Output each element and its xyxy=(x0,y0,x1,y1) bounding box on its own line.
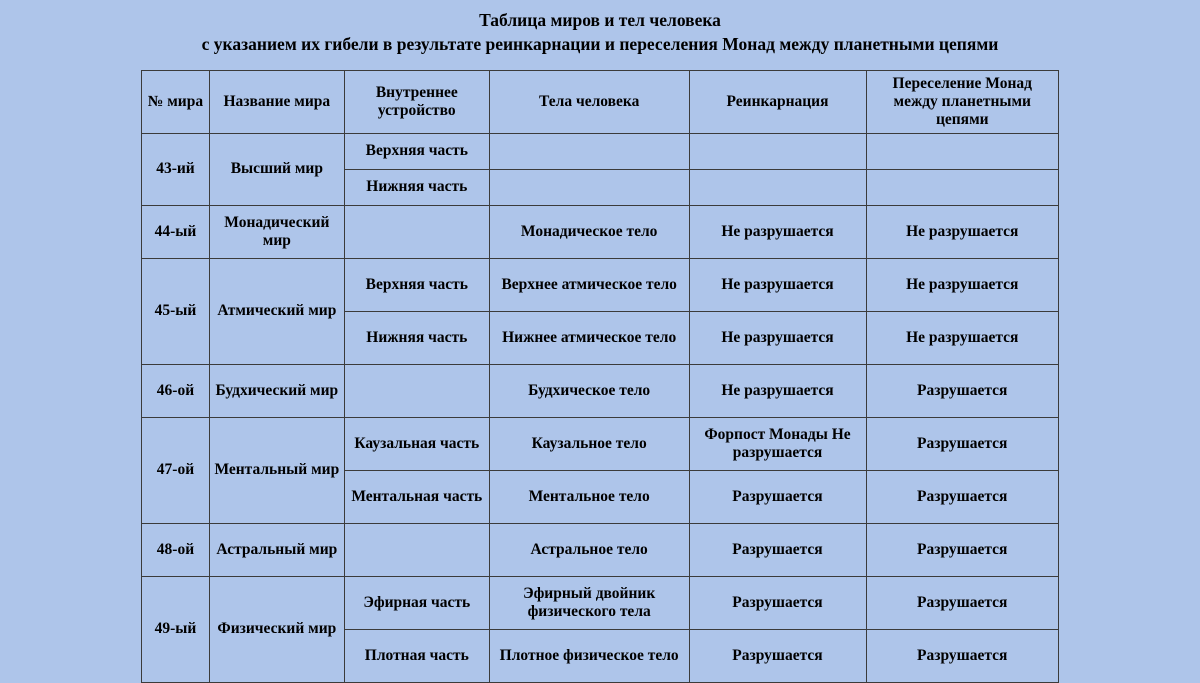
cell-world-name: Астральный мир xyxy=(209,523,344,576)
cell-inner-structure: Плотная часть xyxy=(344,629,489,682)
cell-reincarnation: Разрушается xyxy=(689,470,866,523)
column-header-world-name: Название мира xyxy=(209,71,344,133)
cell-inner-structure: Каузальная часть xyxy=(344,417,489,470)
cell-world-number: 48-ой xyxy=(142,523,210,576)
cell-monad-transfer: Не разрушается xyxy=(866,311,1058,364)
cell-monad-transfer: Разрушается xyxy=(866,417,1058,470)
cell-world-number: 44-ый xyxy=(142,205,210,258)
cell-human-body xyxy=(489,169,689,205)
cell-monad-transfer: Не разрушается xyxy=(866,205,1058,258)
cell-human-body: Верхнее атмическое тело xyxy=(489,258,689,311)
cell-reincarnation xyxy=(689,169,866,205)
cell-reincarnation: Не разрушается xyxy=(689,205,866,258)
cell-inner-structure: Ментальная часть xyxy=(344,470,489,523)
page-title xyxy=(0,0,1200,56)
cell-inner-structure xyxy=(344,205,489,258)
column-header-number: № мира xyxy=(142,71,210,133)
cell-monad-transfer: Разрушается xyxy=(866,470,1058,523)
page-title-line-2: с указанием их гибели в результате реинкарнации и переселения Монад между планетными цепями xyxy=(201,33,999,54)
cell-reincarnation xyxy=(689,133,866,169)
cell-world-number: 43-ий xyxy=(142,133,210,205)
cell-world-name: Атмический мир xyxy=(209,258,344,364)
cell-world-number: 45-ый xyxy=(142,258,210,364)
cell-human-body xyxy=(489,133,689,169)
worlds-bodies-table xyxy=(141,70,1059,682)
cell-inner-structure: Нижняя часть xyxy=(344,311,489,364)
cell-human-body: Ментальное тело xyxy=(489,470,689,523)
cell-human-body: Каузальное тело xyxy=(489,417,689,470)
cell-inner-structure xyxy=(344,364,489,417)
cell-human-body: Монадическое тело xyxy=(489,205,689,258)
cell-monad-transfer: Разрушается xyxy=(866,629,1058,682)
cell-reincarnation: Не разрушается xyxy=(689,258,866,311)
cell-inner-structure xyxy=(344,523,489,576)
table-row xyxy=(142,133,1059,169)
cell-human-body: Будхическое тело xyxy=(489,364,689,417)
cell-monad-transfer: Не разрушается xyxy=(866,258,1058,311)
table-row xyxy=(142,523,1059,576)
cell-monad-transfer: Разрушается xyxy=(866,364,1058,417)
cell-monad-transfer: Разрушается xyxy=(866,523,1058,576)
column-header-monad-transfer: Переселение Монад между планетными цепями xyxy=(866,71,1058,133)
cell-inner-structure: Эфирная часть xyxy=(344,576,489,629)
table-header xyxy=(142,71,1059,133)
page-title-line-1: Таблица миров и тел человека xyxy=(479,10,721,30)
cell-human-body: Плотное физическое тело xyxy=(489,629,689,682)
cell-inner-structure: Верхняя часть xyxy=(344,258,489,311)
cell-reincarnation: Разрушается xyxy=(689,576,866,629)
cell-monad-transfer xyxy=(866,133,1058,169)
cell-monad-transfer: Разрушается xyxy=(866,576,1058,629)
cell-reincarnation: Форпост Монады Не разрушается xyxy=(689,417,866,470)
cell-reincarnation: Разрушается xyxy=(689,629,866,682)
cell-world-name: Физический мир xyxy=(209,576,344,682)
table-row xyxy=(142,417,1059,470)
cell-world-number: 46-ой xyxy=(142,364,210,417)
table-row xyxy=(142,364,1059,417)
cell-world-name: Высший мир xyxy=(209,133,344,205)
cell-reincarnation: Разрушается xyxy=(689,523,866,576)
cell-inner-structure: Нижняя часть xyxy=(344,169,489,205)
table-body xyxy=(142,133,1059,682)
cell-world-name: Будхический мир xyxy=(209,364,344,417)
cell-human-body: Эфирный двойник физического тела xyxy=(489,576,689,629)
column-header-reincarnation: Реинкарнация xyxy=(689,71,866,133)
cell-human-body: Нижнее атмическое тело xyxy=(489,311,689,364)
cell-human-body: Астральное тело xyxy=(489,523,689,576)
cell-monad-transfer xyxy=(866,169,1058,205)
cell-world-name: Монадический мир xyxy=(209,205,344,258)
column-header-human-bodies: Тела человека xyxy=(489,71,689,133)
table-row xyxy=(142,205,1059,258)
cell-reincarnation: Не разрушается xyxy=(689,364,866,417)
column-header-inner-structure: Внутреннее устройство xyxy=(344,71,489,133)
cell-world-number: 47-ой xyxy=(142,417,210,523)
cell-inner-structure: Верхняя часть xyxy=(344,133,489,169)
cell-reincarnation: Не разрушается xyxy=(689,311,866,364)
cell-world-name: Ментальный мир xyxy=(209,417,344,523)
cell-world-number: 49-ый xyxy=(142,576,210,682)
table-header-row xyxy=(142,71,1059,133)
table-row xyxy=(142,258,1059,311)
table-row xyxy=(142,576,1059,629)
